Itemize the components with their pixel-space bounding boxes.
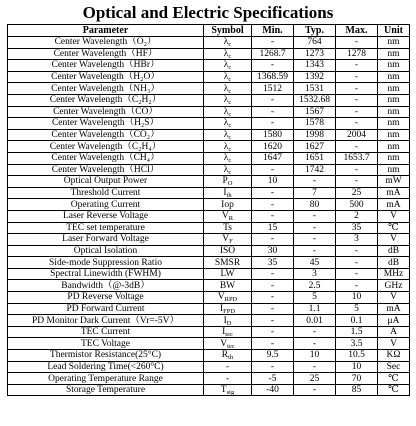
- typ-cell: -: [294, 222, 336, 234]
- table-row: [8, 187, 410, 199]
- symbol-cell: [204, 292, 252, 304]
- parameter-cell: Center Wavelength（H₂O）: [8, 71, 204, 83]
- col-header-unit: Unit: [378, 25, 410, 37]
- max-cell: -: [336, 37, 378, 49]
- unit-cell: nm: [378, 48, 410, 60]
- max-cell: 2004: [336, 129, 378, 141]
- parameter-cell: PD Monitor Dark Current（Vr=-5V）: [8, 315, 204, 327]
- table-row: [8, 234, 410, 246]
- min-cell: 1620: [252, 141, 294, 153]
- unit-cell: mA: [378, 199, 410, 211]
- min-cell: -: [252, 292, 294, 304]
- parameter-cell: Laser Reverse Voltage: [8, 210, 204, 222]
- min-cell: -5: [252, 373, 294, 385]
- parameter-cell: Center Wavelength（HCl）: [8, 164, 204, 176]
- symbol-subscript: c: [228, 157, 232, 165]
- table-row: [8, 83, 410, 95]
- parameter-cell: PD Forward Current: [8, 303, 204, 315]
- typ-cell: 1532.68: [294, 94, 336, 106]
- min-cell: 1512: [252, 83, 294, 95]
- max-cell: -: [336, 94, 378, 106]
- table-row: [8, 280, 410, 292]
- symbol-subscript: RPD: [224, 296, 238, 304]
- typ-cell: -: [294, 361, 336, 373]
- unit-cell: dB: [378, 257, 410, 269]
- symbol-cell: [204, 361, 252, 373]
- col-header-max: Max.: [336, 25, 378, 37]
- typ-cell: 25: [294, 373, 336, 385]
- unit-cell: nm: [378, 118, 410, 130]
- parameter-cell: Threshold Current: [8, 187, 204, 199]
- symbol-base: λ: [223, 37, 229, 48]
- symbol-subscript: c: [228, 122, 232, 130]
- unit-cell: ℃: [378, 384, 410, 396]
- parameter-cell: TEC Current: [8, 326, 204, 338]
- symbol-base: λ: [223, 118, 229, 129]
- symbol-subscript: stg: [226, 389, 235, 396]
- min-cell: -: [252, 164, 294, 176]
- min-cell: 1368.59: [252, 71, 294, 83]
- symbol-cell: [204, 257, 252, 269]
- symbol-base: -: [225, 373, 230, 384]
- parameter-cell: Lead Soldering Time(<260°C): [8, 361, 204, 373]
- symbol-subscript: c: [228, 134, 232, 141]
- typ-cell: 45: [294, 257, 336, 269]
- parameter-cell: Thermistor Resistance(25°C): [8, 350, 204, 362]
- symbol-base: Iop: [221, 199, 234, 210]
- max-cell: -: [336, 60, 378, 72]
- symbol-base: λ: [223, 95, 229, 106]
- min-cell: 10: [252, 176, 294, 188]
- typ-cell: 5: [294, 292, 336, 304]
- symbol-base: BW: [219, 280, 236, 291]
- table-row: [8, 257, 410, 269]
- typ-cell: 1531: [294, 83, 336, 95]
- symbol-base: λ: [223, 130, 229, 141]
- unit-cell: nm: [378, 129, 410, 141]
- parameter-cell: Center Wavelength（C₂H₂）: [8, 94, 204, 106]
- symbol-cell: [204, 245, 252, 257]
- symbol-base: V: [222, 234, 230, 245]
- max-cell: 3.5: [336, 338, 378, 350]
- table-row: [8, 326, 410, 338]
- symbol-base: -: [225, 361, 230, 372]
- parameter-cell: PD Reverse Voltage: [8, 292, 204, 304]
- parameter-cell: Optical Isolation: [8, 245, 204, 257]
- max-cell: 500: [336, 199, 378, 211]
- symbol-base: ISO: [219, 245, 236, 256]
- unit-cell: V: [378, 338, 410, 350]
- typ-cell: 1273: [294, 48, 336, 60]
- table-row: [8, 48, 410, 60]
- min-cell: -: [252, 187, 294, 199]
- table-row: [8, 315, 410, 327]
- symbol-subscript: c: [228, 64, 232, 72]
- symbol-base: I: [219, 303, 224, 314]
- symbol-cell: [204, 152, 252, 164]
- typ-cell: 7: [294, 187, 336, 199]
- table-row: [8, 94, 410, 106]
- parameter-cell: Optical Output Power: [8, 176, 204, 188]
- max-cell: 35: [336, 222, 378, 234]
- symbol-cell: [204, 48, 252, 60]
- symbol-cell: [204, 118, 252, 130]
- unit-cell: nm: [378, 164, 410, 176]
- symbol-cell: [204, 350, 252, 362]
- symbol-base: λ: [223, 164, 229, 175]
- unit-cell: MHz: [378, 268, 410, 280]
- min-cell: -: [252, 37, 294, 49]
- min-cell: -: [252, 106, 294, 118]
- symbol-cell: [204, 141, 252, 153]
- symbol-subscript: c: [228, 168, 232, 176]
- max-cell: 1653.7: [336, 152, 378, 164]
- symbol-cell: [204, 164, 252, 176]
- unit-cell: nm: [378, 141, 410, 153]
- max-cell: -: [336, 176, 378, 188]
- parameter-cell: TEC Voltage: [8, 338, 204, 350]
- table-row: [8, 384, 410, 396]
- table-row: [8, 106, 410, 118]
- max-cell: 10: [336, 361, 378, 373]
- max-cell: -: [336, 118, 378, 130]
- max-cell: 2: [336, 210, 378, 222]
- min-cell: 15: [252, 222, 294, 234]
- max-cell: 25: [336, 187, 378, 199]
- symbol-cell: [204, 199, 252, 211]
- max-cell: -: [336, 71, 378, 83]
- parameter-cell: Center Wavelength（O₂）: [8, 37, 204, 49]
- symbol-subscript: c: [228, 145, 232, 153]
- table-row: [8, 210, 410, 222]
- max-cell: -: [336, 257, 378, 269]
- parameter-cell: Center Wavelength（NH₃）: [8, 83, 204, 95]
- table-row: [8, 245, 410, 257]
- typ-cell: -: [294, 338, 336, 350]
- symbol-subscript: tec: [227, 342, 235, 350]
- table-row: [8, 292, 410, 304]
- parameter-cell: Side-mode Suppression Ratio: [8, 257, 204, 269]
- table-row: [8, 152, 410, 164]
- table-body: [8, 37, 410, 396]
- table-row: [8, 268, 410, 280]
- min-cell: -: [252, 338, 294, 350]
- unit-cell: GHz: [378, 280, 410, 292]
- symbol-cell: [204, 60, 252, 72]
- parameter-cell: Operating Temperature Range: [8, 373, 204, 385]
- parameter-cell: Laser Forward Voltage: [8, 234, 204, 246]
- min-cell: 1268.7: [252, 48, 294, 60]
- symbol-base: Ts: [223, 222, 232, 233]
- min-cell: -: [252, 280, 294, 292]
- typ-cell: 80: [294, 199, 336, 211]
- typ-cell: 1.1: [294, 303, 336, 315]
- symbol-subscript: th: [228, 354, 234, 362]
- min-cell: -: [252, 303, 294, 315]
- symbol-cell: [204, 384, 252, 396]
- symbol-cell: [204, 210, 252, 222]
- table-row: [8, 222, 410, 234]
- min-cell: 1647: [252, 152, 294, 164]
- symbol-base: P: [222, 176, 228, 187]
- unit-cell: mA: [378, 303, 410, 315]
- min-cell: -: [252, 234, 294, 246]
- symbol-base: λ: [223, 60, 229, 71]
- symbol-cell: [204, 373, 252, 385]
- min-cell: -: [252, 118, 294, 130]
- symbol-cell: [204, 187, 252, 199]
- typ-cell: -: [294, 176, 336, 188]
- symbol-base: V: [217, 292, 225, 303]
- unit-cell: dB: [378, 245, 410, 257]
- min-cell: -: [252, 60, 294, 72]
- min-cell: -: [252, 94, 294, 106]
- min-cell: 35: [252, 257, 294, 269]
- symbol-cell: [204, 326, 252, 338]
- max-cell: 10.5: [336, 350, 378, 362]
- max-cell: -: [336, 83, 378, 95]
- table-row: [8, 303, 410, 315]
- parameter-cell: Center Wavelength（HBr）: [8, 60, 204, 72]
- symbol-cell: [204, 129, 252, 141]
- max-cell: 10: [336, 292, 378, 304]
- symbol-base: λ: [223, 153, 229, 164]
- symbol-cell: [204, 303, 252, 315]
- typ-cell: -: [294, 245, 336, 257]
- unit-cell: KΩ: [378, 350, 410, 362]
- col-header-symbol: Symbol: [204, 25, 252, 37]
- table-row: [8, 129, 410, 141]
- symbol-cell: [204, 37, 252, 49]
- table-row: [8, 361, 410, 373]
- parameter-cell: Center Wavelength（CO₂）: [8, 129, 204, 141]
- symbol-cell: [204, 280, 252, 292]
- symbol-cell: [204, 338, 252, 350]
- table-row: [8, 141, 410, 153]
- typ-cell: -: [294, 210, 336, 222]
- unit-cell: V: [378, 234, 410, 246]
- symbol-base: λ: [223, 83, 229, 94]
- typ-cell: 1343: [294, 60, 336, 72]
- parameter-cell: Center Wavelength（H₂S）: [8, 118, 204, 130]
- parameter-cell: Bandwidth（@-3dB）: [8, 280, 204, 292]
- min-cell: 30: [252, 245, 294, 257]
- max-cell: -: [336, 141, 378, 153]
- min-cell: 1580: [252, 129, 294, 141]
- unit-cell: nm: [378, 94, 410, 106]
- table-row: [8, 373, 410, 385]
- max-cell: -: [336, 280, 378, 292]
- unit-cell: ℃: [378, 222, 410, 234]
- unit-cell: V: [378, 210, 410, 222]
- symbol-subscript: c: [228, 110, 232, 118]
- table-row: [8, 118, 410, 130]
- unit-cell: Sec: [378, 361, 410, 373]
- typ-cell: 1998: [294, 129, 336, 141]
- min-cell: -: [252, 315, 294, 327]
- symbol-base: λ: [223, 106, 229, 117]
- table-header-row: [8, 25, 410, 37]
- typ-cell: 10: [294, 350, 336, 362]
- symbol-cell: [204, 71, 252, 83]
- typ-cell: 1742: [294, 164, 336, 176]
- symbol-base: I: [222, 327, 226, 338]
- symbol-base: I: [223, 188, 227, 199]
- symbol-base: λ: [223, 72, 229, 83]
- col-header-typ: Typ.: [294, 25, 336, 37]
- symbol-base: V: [221, 211, 229, 222]
- table-row: [8, 350, 410, 362]
- typ-cell: -: [294, 384, 336, 396]
- symbol-subscript: F: [229, 238, 233, 246]
- table-row: [8, 338, 410, 350]
- symbol-cell: [204, 106, 252, 118]
- typ-cell: 1392: [294, 71, 336, 83]
- typ-cell: 1627: [294, 141, 336, 153]
- typ-cell: 0.01: [294, 315, 336, 327]
- max-cell: -: [336, 245, 378, 257]
- unit-cell: nm: [378, 83, 410, 95]
- symbol-cell: [204, 222, 252, 234]
- table-row: [8, 199, 410, 211]
- symbol-cell: [204, 83, 252, 95]
- symbol-base: λ: [223, 48, 229, 59]
- table-row: [8, 71, 410, 83]
- unit-cell: A: [378, 326, 410, 338]
- typ-cell: 764: [294, 37, 336, 49]
- symbol-subscript: c: [228, 99, 232, 107]
- min-cell: -: [252, 361, 294, 373]
- symbol-base: R: [221, 350, 229, 361]
- unit-cell: mW: [378, 176, 410, 188]
- symbol-cell: [204, 315, 252, 327]
- table-row: [8, 60, 410, 72]
- min-cell: -: [252, 326, 294, 338]
- table-row: [8, 37, 410, 49]
- symbol-cell: [204, 268, 252, 280]
- symbol-subscript: tec: [225, 331, 233, 338]
- parameter-cell: TEC set temperature: [8, 222, 204, 234]
- symbol-subscript: FPD: [223, 307, 236, 315]
- max-cell: 5: [336, 303, 378, 315]
- symbol-base: V: [220, 338, 228, 349]
- max-cell: 1.5: [336, 326, 378, 338]
- parameter-cell: Storage Temperature: [8, 384, 204, 396]
- unit-cell: V: [378, 292, 410, 304]
- typ-cell: 1651: [294, 152, 336, 164]
- symbol-cell: [204, 234, 252, 246]
- symbol-base: SMSR: [214, 257, 241, 268]
- spec-table: [7, 24, 410, 396]
- max-cell: -: [336, 106, 378, 118]
- typ-cell: 1567: [294, 106, 336, 118]
- max-cell: 1278: [336, 48, 378, 60]
- parameter-cell: Center Wavelength（CO）: [8, 106, 204, 118]
- symbol-base: LW: [220, 269, 235, 280]
- min-cell: -: [252, 199, 294, 211]
- min-cell: 9.5: [252, 350, 294, 362]
- symbol-subscript: O: [227, 180, 233, 188]
- unit-cell: mA: [378, 187, 410, 199]
- max-cell: -: [336, 164, 378, 176]
- parameter-cell: Center Wavelength（C₂H₄）: [8, 141, 204, 153]
- symbol-subscript: th: [226, 192, 232, 199]
- symbol-subscript: c: [228, 87, 232, 95]
- parameter-cell: Center Wavelength（CH₄）: [8, 152, 204, 164]
- min-cell: -: [252, 210, 294, 222]
- symbol-subscript: c: [228, 52, 232, 60]
- typ-cell: 3: [294, 268, 336, 280]
- page-title: Optical and Electric Specifications: [82, 3, 334, 22]
- symbol-base: λ: [223, 141, 229, 152]
- col-header-parameter: Parameter: [8, 25, 204, 37]
- min-cell: -40: [252, 384, 294, 396]
- max-cell: 0.1: [336, 315, 378, 327]
- parameter-cell: Operating Current: [8, 199, 204, 211]
- symbol-base: T: [220, 385, 227, 396]
- parameter-cell: Center Wavelength（HF）: [8, 48, 204, 60]
- max-cell: 70: [336, 373, 378, 385]
- typ-cell: -: [294, 326, 336, 338]
- unit-cell: ℃: [378, 373, 410, 385]
- typ-cell: -: [294, 234, 336, 246]
- max-cell: 3: [336, 234, 378, 246]
- max-cell: 85: [336, 384, 378, 396]
- min-cell: -: [252, 268, 294, 280]
- unit-cell: nm: [378, 71, 410, 83]
- typ-cell: 1578: [294, 118, 336, 130]
- col-header-min: Min.: [252, 25, 294, 37]
- parameter-cell: Spectral Linewidth (FWHM): [8, 268, 204, 280]
- max-cell: -: [336, 268, 378, 280]
- symbol-cell: [204, 94, 252, 106]
- symbol-subscript: c: [228, 41, 232, 49]
- unit-cell: nm: [378, 60, 410, 72]
- unit-cell: μA: [378, 315, 410, 327]
- table-row: [8, 164, 410, 176]
- symbol-subscript: D: [226, 319, 232, 327]
- symbol-base: I: [223, 315, 227, 326]
- symbol-subscript: c: [228, 76, 232, 83]
- unit-cell: nm: [378, 106, 410, 118]
- unit-cell: nm: [378, 152, 410, 164]
- symbol-cell: [204, 176, 252, 188]
- symbol-subscript: R: [228, 215, 234, 222]
- table-row: [8, 176, 410, 188]
- typ-cell: 2.5: [294, 280, 336, 292]
- unit-cell: nm: [378, 37, 410, 49]
